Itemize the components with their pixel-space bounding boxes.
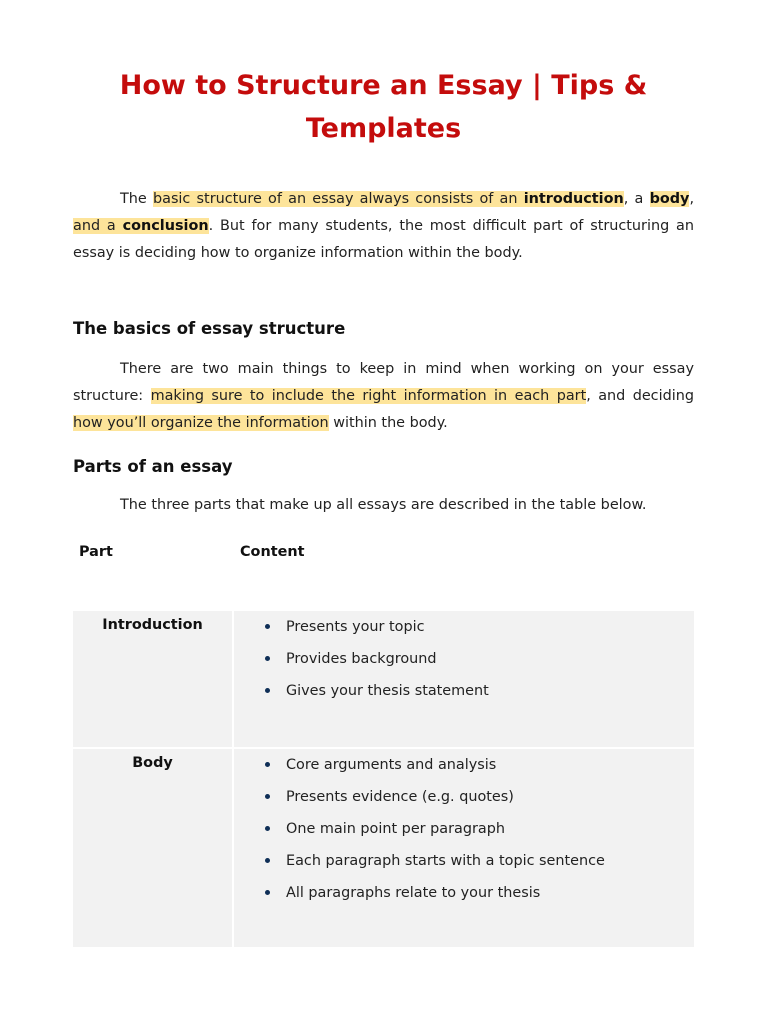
section-heading-parts: Parts of an essay	[73, 457, 233, 476]
bullet-list	[234, 749, 694, 909]
table-cell-part	[73, 749, 232, 947]
table-cell-content	[234, 749, 694, 947]
list-item	[234, 611, 694, 643]
parts-paragraph: The three parts that make up all essays are described in the table below.	[120, 497, 647, 513]
list-item	[234, 813, 694, 845]
intro-bold-conclusion: conclusion	[122, 218, 209, 234]
intro-text-2: , a	[623, 191, 650, 207]
table-row-body	[73, 749, 694, 947]
intro-bold-introduction: introduction	[523, 191, 624, 207]
intro-text-1: The	[120, 191, 153, 207]
list-item-text: One main point per paragraph	[286, 821, 505, 837]
page-title: How to Structure an Essay | Tips & Templates	[119, 70, 648, 144]
list-item-text: Core arguments and analysis	[286, 757, 497, 773]
list-item	[234, 877, 694, 909]
list-item-text: Gives your thesis statement	[286, 683, 489, 699]
basics-text-2: , and deciding	[586, 388, 694, 404]
list-item-text: Presents evidence (e.g. quotes)	[286, 789, 514, 805]
section-heading-basics: The basics of essay structure	[73, 319, 346, 338]
bullet-icon	[265, 794, 270, 799]
basics-text-3: within the body.	[328, 415, 448, 431]
list-item	[234, 781, 694, 813]
intro-highlight-2	[73, 218, 209, 234]
part-label-introduction: Introduction	[102, 617, 203, 633]
basics-highlight-2: how you’ll organize the information	[73, 415, 329, 431]
list-item	[234, 675, 694, 707]
table-header-part: Part	[79, 544, 113, 560]
intro-text-3: ,	[689, 191, 695, 207]
intro-highlight-1	[153, 191, 624, 207]
basics-highlight-1: making sure to include the right information in each part	[150, 388, 587, 404]
table-header-content: Content	[240, 544, 305, 560]
bullet-icon	[265, 688, 270, 693]
list-item-text: Provides background	[286, 651, 437, 667]
bullet-icon	[265, 624, 270, 629]
bullet-icon	[265, 762, 270, 767]
intro-highlight-2-text: and a	[73, 218, 123, 234]
list-item-text: Each paragraph starts with a topic sentence	[286, 853, 605, 869]
bullet-list	[234, 611, 694, 707]
intro-bold-body: body	[649, 191, 690, 207]
basics-text-1: There are two main things to keep in mind when working on your essay structure:	[73, 361, 694, 404]
list-item-text: Presents your topic	[286, 619, 425, 635]
bullet-icon	[265, 858, 270, 863]
intro-highlight-1-text: basic structure of an essay always consists of an	[152, 191, 524, 207]
table-cell-content	[234, 611, 694, 747]
intro-paragraph	[73, 186, 694, 267]
basics-paragraph	[73, 356, 694, 437]
intro-text-4: . But for many students, the most difficult part of structuring an essay is deciding how to organize information within the body.	[73, 218, 695, 261]
bullet-icon	[265, 656, 270, 661]
table-cell-part	[73, 611, 232, 747]
list-item	[234, 643, 694, 675]
list-item	[234, 845, 694, 877]
table-row-introduction	[73, 611, 694, 747]
part-label-body: Body	[132, 755, 173, 771]
list-item	[234, 749, 694, 781]
bullet-icon	[265, 826, 270, 831]
bullet-icon	[265, 890, 270, 895]
list-item-text: All paragraphs relate to your thesis	[286, 885, 541, 901]
